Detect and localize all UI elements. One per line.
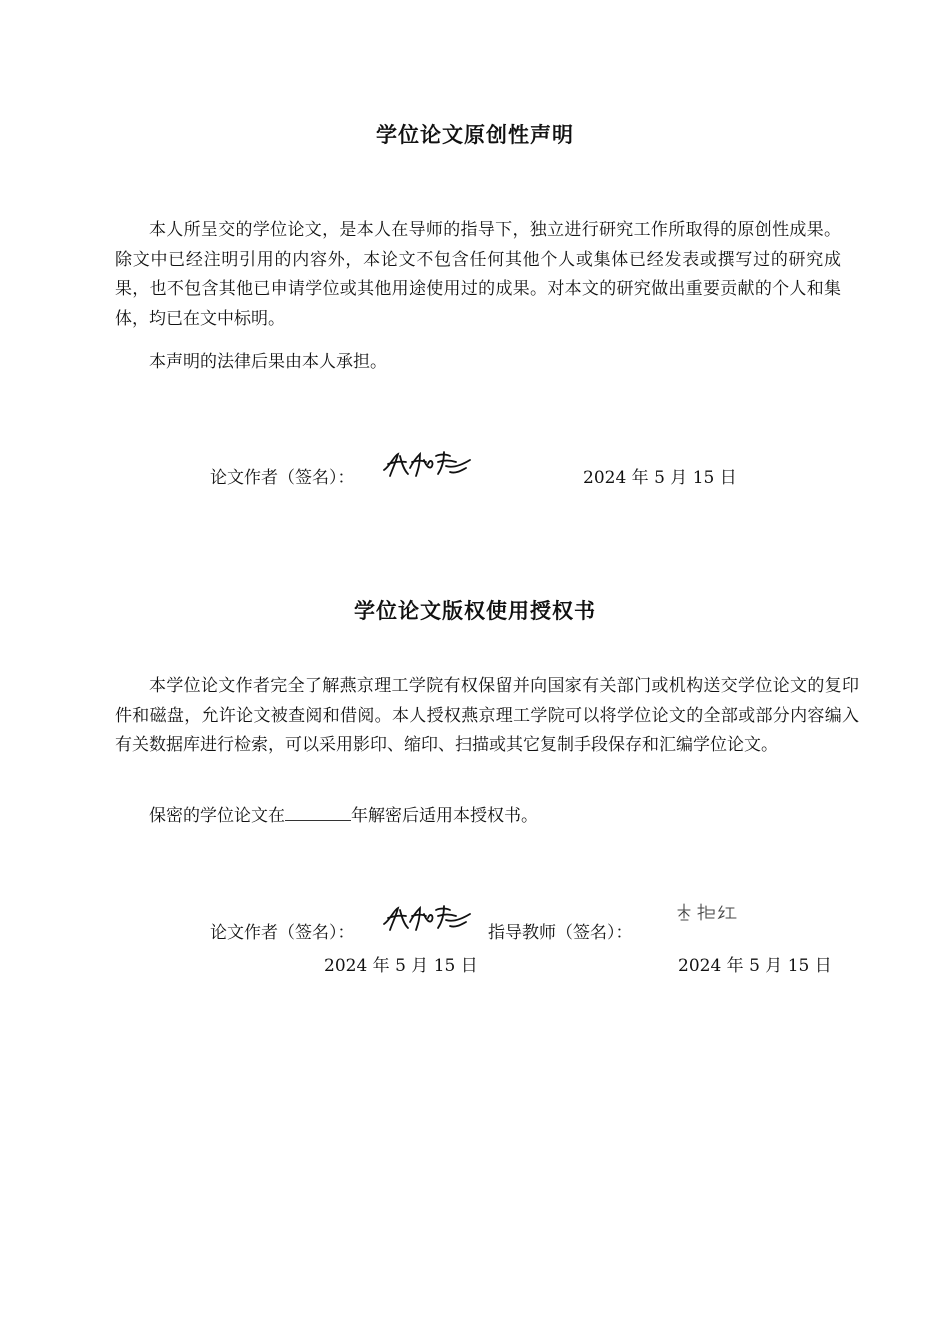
confidential-text-before: 保密的学位论文在 — [149, 806, 285, 826]
advisor-signature — [676, 902, 740, 922]
authorization-author-label: 论文作者（签名）： — [210, 923, 355, 943]
confidential-text-after: 年解密后适用本授权书。 — [351, 806, 538, 826]
declaration-title: 学位论文原创性声明 — [376, 123, 574, 147]
authorization-author-signature — [380, 900, 476, 934]
declaration-legal-paragraph: 本声明的法律后果由本人承担。 — [149, 352, 387, 372]
authorization-paragraph: 本学位论文作者完全了解燕京理工学院有权保留并向国家有关部门或机构送交学位论文的复印件和磁盘，允许论文被查阅和借阅。本人授权燕京理工学院可以将学位论文的全部或部分内容编入有关数据库进行检索，可以采用影印、缩印、扫描或其它复制手段保存和汇编学位论文。 — [115, 676, 859, 755]
advisor-label: 指导教师（签名）： — [488, 923, 633, 943]
declaration-paragraph: 本人所呈交的学位论文，是本人在导师的指导下，独立进行研究工作所取得的原创性成果。除文中已经注明引用的内容外，本论文不包含任何其他个人或集体已经发表或撰写过的研究成果，也不包含其他已申请学位或其他用途使用过的成果。对本文的研究做出重要贡献的个人和集体，均已在文中标明。 — [115, 220, 841, 329]
confidential-years-blank — [285, 805, 351, 821]
declaration-author-label: 论文作者（签名）： — [210, 468, 355, 488]
authorization-confidential-paragraph — [115, 802, 859, 832]
authorization-author-date: 2024 年 5 月 15 日 — [324, 956, 478, 976]
authorization-title: 学位论文版权使用授权书 — [354, 599, 596, 623]
declaration-author-signature — [380, 446, 476, 480]
advisor-date: 2024 年 5 月 15 日 — [678, 956, 832, 976]
declaration-date: 2024 年 5 月 15 日 — [583, 468, 737, 488]
